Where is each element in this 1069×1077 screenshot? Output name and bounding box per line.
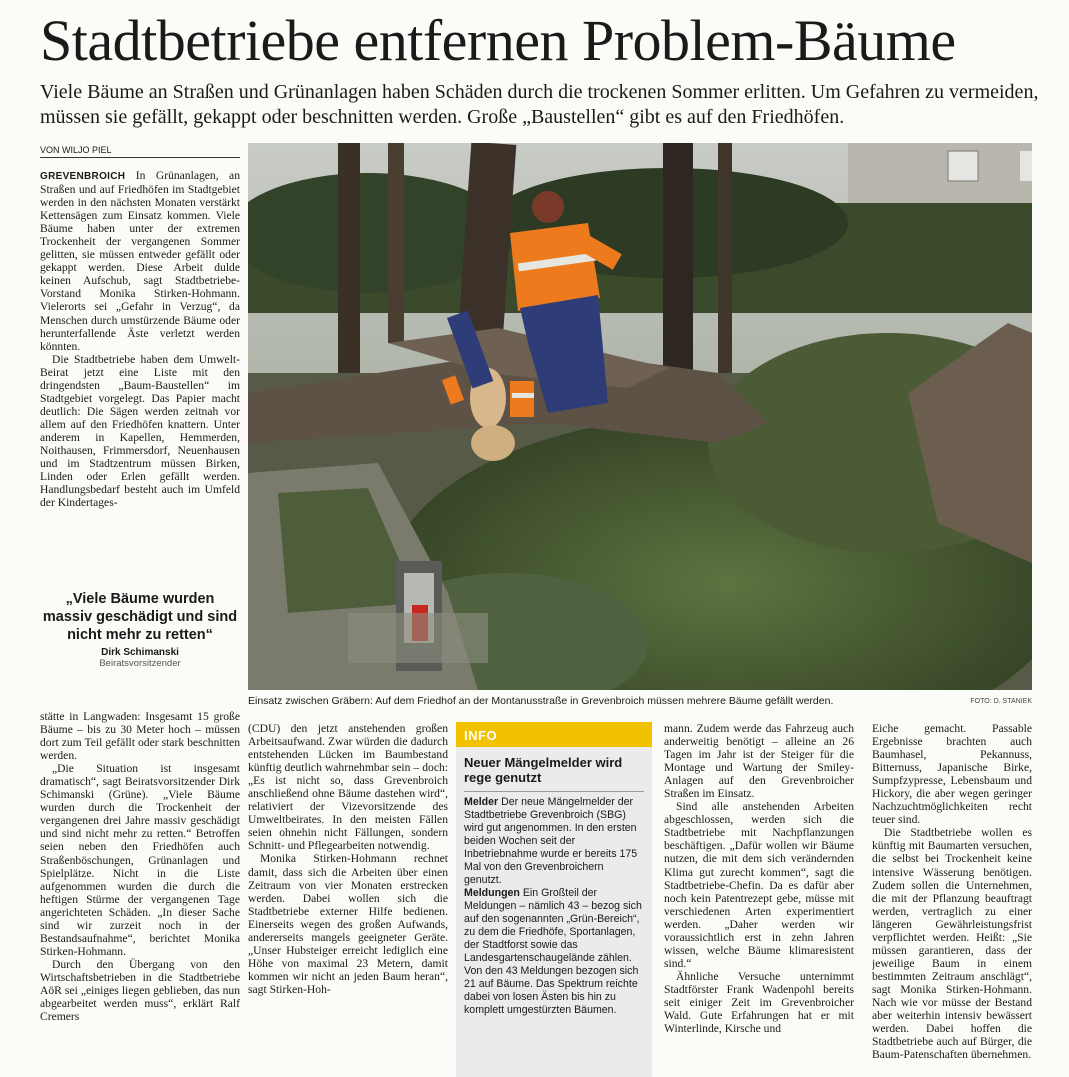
article-column-2 <box>248 722 448 1077</box>
byline: VON WILJO PIEL <box>40 145 240 158</box>
info-text: Ein Großteil der Meldungen – nämlich 43 – bezog sich auf den sogenannten „Grün-Bereich“, zu dem die Friedhöfe, Sportanlagen, der Stadtforst sowie das Landesgartenschaugelände zählen. Von den 43 Meldungen bezogen sich 21 auf Bäume. Das Spektrum reichte dabei von losen Ästen bis hin zu komplett umgestürzten Bäumen. <box>464 887 642 1016</box>
article-column-4 <box>664 722 854 1077</box>
info-title: Neuer Mängelmelder wird rege genutzt <box>464 755 623 785</box>
article-headline: Stadtbetriebe entfernen Problem-Bäume <box>40 8 956 73</box>
paragraph: Durch den Übergang von den Wirtschaftsbetrieben in die Stadtbetriebe AöR sei „einiges liegen geblieben, das nun abgearbeitet werden muss“, erklärt Ralf Cremers <box>40 957 240 1024</box>
paragraph-text: In Grünanlagen, an Straßen und auf Friedhöfen im Stadtgebiet werden in den nächsten Monaten verstärkt Kettensägen zum Einsatz kommen. Viele Bäume haben unter der extremen Trockenheit der vergangenen Sommer gelitten, sie müssen entweder gefällt oder gekappt werden. Diese Arbeit dulde keinen Aufschub, sagt Stadtbetriebe-Vorstand Monika Stirken-Hohmann. Vielerorts sei „Gefahr in Verzug“, da Menschen durch umstürzende Bäume oder herunterfallende Äste verletzt werden könnten. <box>40 169 240 353</box>
article-column-1-bottom <box>40 710 240 1077</box>
info-text: Der neue Mängelmelder der Stadtbetriebe Grevenbroich (SBG) wird gut angenommen. In den ersten beiden Wochen seit der Inbetriebnahme wurde er bereits 175 Mal von den Grevenbroichern genutzt. <box>464 796 638 886</box>
pull-quote <box>40 590 240 669</box>
paragraph: Die Stadtbetriebe haben dem Umwelt-Beirat jetzt eine Liste mit den dringendsten „Baum-Baustellen“ im Stadtgebiet vorgelegt. Das Papier macht deutlich: Die Sägen werden zeitnah vor allem auf den Friedhöfen knattern. Unter anderem in Kapellen, Hemmerden, Noithausen, Frimmersdorf, Neuenhausen und im Stadtzentrum müssen Birken, Linden oder Erlen gefällt werden. Handlungsbedarf besteht auch im Umfeld der Kindertages- <box>40 352 240 510</box>
info-label: INFO <box>456 722 652 747</box>
info-lead: Meldungen <box>464 887 520 899</box>
article-column-1-top <box>40 169 240 579</box>
paragraph: (CDU) den jetzt anstehenden großen Arbeitsaufwand. Zwar würden die dadurch entstehenden Lücken im Baumbestand künftig deutlich wahrnehmbar sein – doch: „Es ist nicht so, dass Grevenbroich anschließend ohne Bäume dastehen wird“, relativiert der Vizevorsitzende des Umweltbeirates. In den meisten Fällen seien ohnehin nicht Fällungen, sondern Schnitt- und Pflegearbeiten notwendig. <box>248 722 448 853</box>
info-lead: Melder <box>464 796 499 808</box>
cemetery-tree-felling-photo <box>248 143 1032 690</box>
paragraph: Sind alle anstehenden Arbeiten abgeschlossen, werden sich die Stadtbetriebe mit Nachpflanzungen beschäftigen. „Dafür wollen wir Bäume nutzen, die mit dem sich verändernden Klima gut zurecht kommen“, sagt die Stadtbetriebe-Chefin. Da es dafür aber noch kein Patentrezept gebe, müsse mit verschiedenen Arten experimentiert werden. „Daher werden wir voraussichtlich erst in zehn Jahren wissen, welche Bäume klimaresistent sind.“ <box>664 800 854 970</box>
photo-caption: Einsatz zwischen Gräbern: Auf dem Friedhof an der Montanusstraße in Grevenbroich müssen mehrere Bäume gefällt werden. <box>248 695 834 707</box>
photo-credit: FOTO: D. STANIEK <box>970 698 1032 705</box>
pull-quote-name: Dirk Schimanski <box>101 647 179 658</box>
dateline: GREVENBROICH <box>40 171 126 182</box>
paragraph: Die Stadtbetriebe wollen es künftig mit Baumarten versuchen, die selbst bei Trockenheit keine intensive Wässerung benötigen. Zudem sollen die Unternehmen, die mit der Pflanzung beauftragt werden, vertraglich zu einer längeren Gewährleistungsfrist verpflichtet werden. Heißt: „Sie müssen garantieren, dass der jeweilige Baum in einem bestimmten Zeitraum anschlägt“, sagt Monika Stirken-Hohmann. Nach wie vor müsse der Bestand aber weiterhin intensiv bewässert werden. Dabei hoffen die Stadtbetriebe auch auf Bürger, die Baum-Patenschaften übernehmen. <box>872 826 1032 1062</box>
paragraph: Ähnliche Versuche unternimmt Stadtförster Frank Wadenpohl bereits seit einiger Zeit im Grevenbroicher Wald. Gute Erfahrungen hat er mit Winterlinde, Kirsche und <box>664 969 854 1036</box>
info-divider <box>464 791 644 792</box>
paragraph: Eiche gemacht. Passable Ergebnisse brachten auch Baumhasel, Pekannuss, Bitternuss, Japanische Birke, Sumpfzypresse, Lebensbaum und Hickory, die aber wegen geringer Nachzuchtmöglichkeiten recht teuer sind. <box>872 722 1032 827</box>
paragraph: mann. Zudem werde das Fahrzeug auch anderweitig benötigt – alleine an 26 Tagen im Jahr ist der Steiger für die Montage und Wartung der Smiley-Anlagen auf den Grevenbroicher Straßen im Einsatz. <box>664 722 854 801</box>
info-box <box>456 722 652 1077</box>
info-paragraph <box>464 887 644 1017</box>
pull-quote-text: „Viele Bäume wurden massiv geschädigt und sind nicht mehr zu retten“ <box>42 591 238 643</box>
info-body <box>456 796 652 1017</box>
article-photo <box>248 143 1032 690</box>
article-subhead: Viele Bäume an Straßen und Grünanlagen haben Schäden durch die trockenen Sommer erlitten. Um Gefahren zu vermeiden, müssen sie gefällt, gekappt oder beschnitten werden. Große „Baustellen“ gibt es auf den Friedhöfen. <box>40 81 1039 128</box>
paragraph: „Die Situation ist insgesamt dramatisch“, sagt Beiratsvorsitzender Dirk Schimanski (Grüne). „Viele Bäume wurden durch die Trockenheit der vergangenen drei Jahre massiv geschädigt und sind nicht mehr zu retten.“ Betroffen seien neben den Friedhöfen auch Straßenböschungen, Grünanlagen und Spielplätze. Nicht in die Liste aufgenommen wurden die durch die heftigen Stürme der vergangenen Tage angerichteten Schäden. „In dieser Sache sind wir zurzeit noch in der Bestandsaufnahme“, berichtet Monika Stirken-Hohmann. <box>40 762 240 958</box>
paragraph: stätte in Langwaden: Insgesamt 15 große Bäume – bis zu 30 Meter hoch – müssen dort zum Teil gefällt oder stark beschnitten werden. <box>40 710 240 763</box>
info-paragraph <box>464 796 644 887</box>
paragraph <box>40 169 240 353</box>
pull-quote-role: Beiratsvorsitzender <box>99 658 181 669</box>
paragraph: Monika Stirken-Hohmann rechnet damit, dass sich die Arbeiten über einen Zeitraum von vier Monaten erstrecken werden. Dabei wollen sich die Stadtbetriebe externer Hilfe bedienen. Einerseits wegen des großen Aufwands, andererseits mangels geeigneter Geräte. „Unser Hubsteiger erreicht lediglich eine Höhe von maximal 23 Metern, damit kommen wir nicht an jeden Baum heran“, sagt Stirken-Hoh- <box>248 852 448 996</box>
article-column-5 <box>872 722 1032 1077</box>
